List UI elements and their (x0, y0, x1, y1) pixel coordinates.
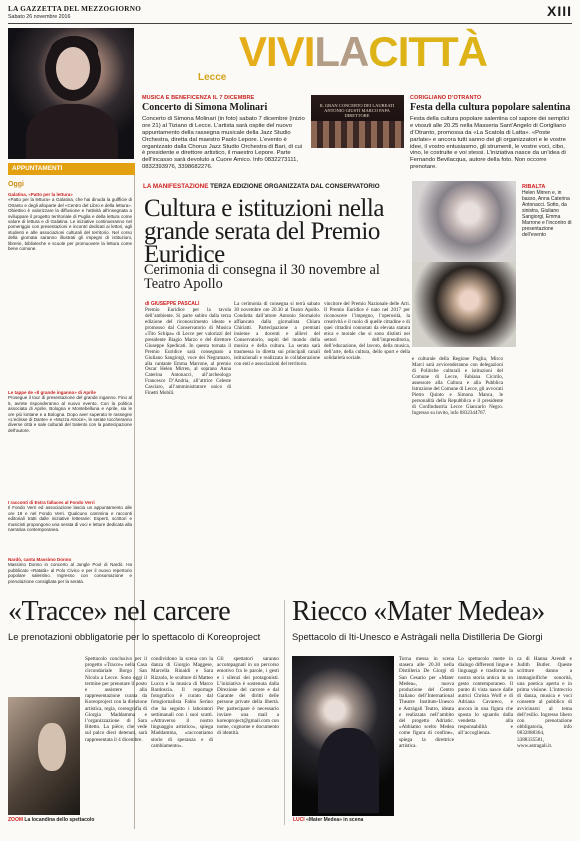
appointment-body: Prosegue il tour di presentazione del grande inganno. Fino al 5, avrete risponderanno al nuovo evento. Con la politica associata di Aprile, Bologna e Montebelluna e Aprile, sia le ore più lontane e a Bologna. Dopo aver superato le rassegne «L’eclisse di Dante» e «Mozza Atroce», le serate toccheranno diverse città e sale culturali del Salento con la partecipazione dell’autore. (8, 395, 132, 433)
medea-column: ca di Hanna Arendt e Judith Butler. Queste scritture danno a immaginifiche sonorità, una poetica aperta e in prima visione. L’intreccio di danza, musica e voci consente al pubblico di avvicinarsi al tema dell’esilio. Ingresso libero con prenotazione obbligatoria, info 0832888364, 3388335581, www.astragali.it. (517, 656, 572, 749)
medea-column: Lo spettacolo mette in dialogo differenti lingue e linguaggi e trasforma la nostra storia antica in un gesto contemporaneo. Il punto di vista nasce dalle autrici Christa Wolf e di Adriana Cavarero, e ancora in una figura che sposta lo sguardo dalla vendetta alla responsabilità e all’accoglienza. (458, 656, 513, 737)
appointment-body: Il Fondo Verri ed associazione lascia un appuntamento alle ore 19 e nel Fondo Verri. Qualcuno cammina e racconti editoriali tratti dalle iniziative letterarie: Esperti, scrittori e musicisti propongono una serata di voci e letture dedicata alla narrativa contemporanea. (8, 505, 132, 533)
appointment-item (8, 390, 132, 433)
photo-subject-dress (26, 104, 118, 159)
caption-body: Helen Mirren e, in basso, Anna Caterina Antonacci. Sotto, da sinistra, Giuliano Sangiorgi, Emma Marrone e l’incontro di presentazione dell’evento (522, 190, 572, 238)
newspaper-masthead (8, 4, 572, 24)
tracce-headline: «Tracce» nel carcere (8, 596, 231, 627)
feature-subtitle: Cerimonia di consegna il 30 novembre al Teatro Apollo (144, 262, 380, 292)
stage-photo-text: IL GRAN CONCERTO DEI LAUREATI ANTONIO GIUSTI MARCO PAPA DIRETTORE (319, 103, 395, 118)
feature-byline: di GIUSEPPE PASCALI (145, 301, 200, 307)
tracce-photo-caption (8, 817, 94, 823)
mater-medea-photo (292, 656, 394, 816)
section-brand-title (239, 23, 572, 86)
poster-hand-shape (38, 723, 66, 771)
festa-headline: Festa della cultura popolare salentina (410, 101, 571, 113)
molinari-headline: Concerto di Simona Molinari (142, 101, 268, 113)
page-number: XIII (546, 3, 572, 19)
feature-photo-caption (522, 184, 572, 238)
caption-text: «Mater Medea» in scena (306, 817, 364, 823)
feature-kicker-black: TERZA EDIZIONE ORGANIZZATA DAL CONSERVATORIO (210, 183, 380, 190)
medea-photo-caption (293, 817, 363, 823)
molinari-body: Concerto di Simona Molinari (in foto) sabato 7 dicembre (inizio ore 21) al Tiziano di Lecce. L’artista sarà ospite del nuovo appuntamento della rassegna musicale della Jazz Studio Orchestra, diretta dal maestro Paolo Lepore. L’evento è organizzato dalla Chorus Jazz Studio Orchestra di Bari, di cui è presidente e direttore artistico, il maestro Lepore. Parte dell’incasso sarà devoluto a Cuore Amico. Info 0832273111, 0832393976, 3398682276. (142, 115, 305, 171)
tracce-column: condividono la scena con la danza di Giorgio Maggese, Marcella Rinaldi e Sara Rizzolo, le sculture di Matteo Lucca e la musica di Marco Bardoscia. Il reportage fotografico è curato dal fotogiornalista Fabio Serino che ha seguito i laboratori settimanali con i suoi scatti. «Attraverso il nostro linguaggio artistico», spiega Maddamma, «raccontiamo storie di speranza e di cambiamento». (151, 656, 213, 749)
festa-kicker: CORIGLIANO D’OTRANTO (410, 95, 482, 101)
medea-headline: Riecco «Mater Medea» (292, 596, 545, 627)
appointment-body: Massimo Donno in concerto al Jungle Pool di Nardò. Ha pubblicato «Ratatà» al Polo Civico e per il nuovo repertorio popolare salentino. Ingresso con consumazione e prenotazione consigliata per la serata. (8, 562, 132, 584)
molinari-kicker: MUSICA E BENEFICENZA IL 7 DICEMBRE (142, 95, 255, 101)
simona-molinari-photo (8, 28, 134, 159)
appointments-header: APPUNTAMENTI (8, 163, 135, 175)
caption-title: RIBALTA (522, 184, 546, 190)
caption-label: ZOOM (8, 817, 23, 823)
appointment-title: I racconti di Estra fallaces al Fondo Verri (8, 500, 95, 505)
tracce-subtitle: Le prenotazioni obbligatorie per lo spettacolo di Koreoproject (8, 631, 261, 642)
feature-column: e culturale della Regione Puglia, Mirco Marci sarà avvicenderanno con delegazioni di Politiche culturali e istituzioni del Comune di Lecce, Fabiana Cicirilo, assessore alla Cultura e alla Pubblica Istruzione del Comune di Lecce, gli avvocati Pietro Quinto e Simona Manca, le personalità della Repubblica e il presidente di Confindustria Lecce Giancarlo Negro. Ingresso su invito, info 0832344767. (412, 356, 503, 416)
brand-viva: VIVI (239, 28, 315, 75)
appointment-item (8, 500, 132, 532)
tracce-column: Spettacolo conclusivo per il progetto «Tracce» nella Casa circondariale Borgo San Nicola a Lecce. Sono oggi il termine per prenotare il posto e assistere alla rappresentazione curata da Koreoproject con la direzione artistica, regia, coreografia di Giorgia Maddamma e l’organizzazione di Sara Bitetto. La pièce, che vede sul palco dieci detenuti, sarà rappresentata il 4 dicembre. (85, 656, 147, 743)
appointment-title: Le tappe de «Il grande inganno» di Aprile (8, 390, 96, 395)
today-heading: Oggi (8, 181, 24, 188)
appointment-body: «Patto per la lettura» a Galatina, che hai dinuda la gulfficie di Otranto e degli alloparte del «Centro del Libro e della lettura». Obiettivo è valorizzare la diffusione e l’attività all’insegnata a sviluppare il progetto territoriale di Puglia e della lettura come valore di lettura e di Galatina. Le iniziative continueranno nel pomeriggio con presentazioni e incontri dedicati ai lettori, agli studenti e alle associazioni culturali del territorio. Nel corso della giornata saranno illustrati gli impegni di istituzioni, librerie, biblioteche e scuole per promuovere la lettura come bene comune. (8, 197, 132, 252)
feature-kicker-red: LA MANIFESTAZIONE (143, 183, 209, 190)
caption-label: LUCI (293, 817, 305, 823)
festa-story (410, 95, 572, 171)
newspaper-title: LA GAZZETTA DEL MEZZOGIORNO (8, 5, 142, 13)
tracce-poster-photo (8, 697, 80, 815)
brand-citta: CITTÀ (368, 28, 488, 75)
helen-mirren-photo (412, 181, 516, 262)
medea-dress-shape (318, 728, 379, 813)
issue-date: Sabato 26 novembre 2016 (8, 14, 71, 20)
appointment-item (8, 192, 132, 251)
stage-people-silhouettes (311, 121, 404, 148)
section-city-label: Lecce (198, 72, 227, 83)
appointment-item (8, 557, 132, 584)
feature-column (145, 302, 231, 397)
brand-la: LA (314, 28, 369, 75)
feature-column-text: Premio Euridice per la tavola dell’ambiente. Si parte subito dalla terza edizione del riconoscimento ideato e promosso dal Conservatorio di Musica «Tito Schipa» di Lecce per valorizzi del presidente Biagio Marzo e del direttore Giuseppe Spedicati. In questa tornata il Premio Euridice sarà consegnato a Giuliano Sangiorgi, voce dei Negramaro, alla cantante Emma Marrone, al premio Oscar Helen Mirren, al soprano Anna Caterina Antonacci, all’archeologo Francesco D’Andria, all’attrice Celeste Casciaro, all’amministratore unico di Finetti Mobili. (145, 306, 231, 397)
feature-kicker (143, 183, 380, 190)
photo-subject-face (56, 47, 90, 90)
feature-headline: Cultura e istituzioni nella grande serata del Premio Euridice (144, 195, 384, 268)
stage-event-photo (311, 95, 404, 148)
antonacci-photo (412, 262, 516, 347)
tracce-column: Gli spettatori saranno accompagnati in un percorso emotivo fra le parole, i gesti e i silenzi dei protagonisti. L’iniziativa è sostenuta dalla Direzione del carcere e dal Garante dei diritti delle persone private della libertà. Per partecipare è necessario inviare una mail a koreoproject@gmail.com con nome, cognome e documento di identità. (217, 656, 279, 737)
feature-column: vincitore del Premio Nazionale delle Arti. Il Premio Euridice è nato nel 2017 per riconoscere l’impegno, l’operosità, la creatività e il ruolo di quelle cittadine e di quei cittadini connotati da elevata statura etica e morale che si sono distinti nei settori dell’imprenditoria, dell’educazione, del lavoro, della musica, dell’arte, della cultura, dello sport e della solidarietà sociale. (324, 301, 410, 361)
medea-column: Torna messa in scena stasera alle 20.30 nella Distilleria De Giorgi di San Cesario per «Mater Medea», nuova produzione del Centro Italiano dell’International Theatre Institute-Unesco e Astràgali Teatro, ideata e realizzata nell’ambito del progetto Adriatic. «Abbiamo scelto Medea come figura di confine», spiega la direttrice artistica. (399, 656, 454, 749)
appointment-title: Galatina, «Patto per la lettura» (8, 192, 73, 197)
bottom-divider (284, 600, 285, 825)
molinari-story (142, 95, 306, 171)
medea-subtitle: Spettacolo di Iti-Unesco e Astràgali nella Distilleria De Giorgi (292, 631, 543, 642)
appointment-title: Nardò, canta Massimo Donno (8, 557, 72, 562)
festa-body: Festa della cultura popolare salentina col sapore dei semplici e vissuti alle 20.25 nella Masseria Sant’Angelo di Corigliano d’Otranto, promossa da «La Scatola di Latta». «Poste parlate» e ancora tutti sanno dei gli organizzatori e le vostre idee, il vostro entusiasmo, gli strumenti, le vostre voci, cibo, vino, le costruite e voi stessi. L’iniziativa nasce da un’idea di Fernando Bevilacqua, autore della foto. Non occorre prenotare. (410, 115, 570, 171)
caption-text: La locandina dello spettacolo (24, 817, 95, 823)
feature-column: La cerimonia di consegna si terrà sabato 30 novembre ore 20.30 al Teatro Apollo. Condotta dall’attore Antonio Stornaiolo affiancato dalla giornalista Chiara Chiriatti. Partecipazione a premiati insieme a docenti e allievi del Conservatorio, ospiti del mondo della musica e della cultura. La serata sarà trasmessa in diretta sui principali canali istituzionali e realizzata in collaborazione con enti e associazioni del territorio. (234, 301, 320, 367)
